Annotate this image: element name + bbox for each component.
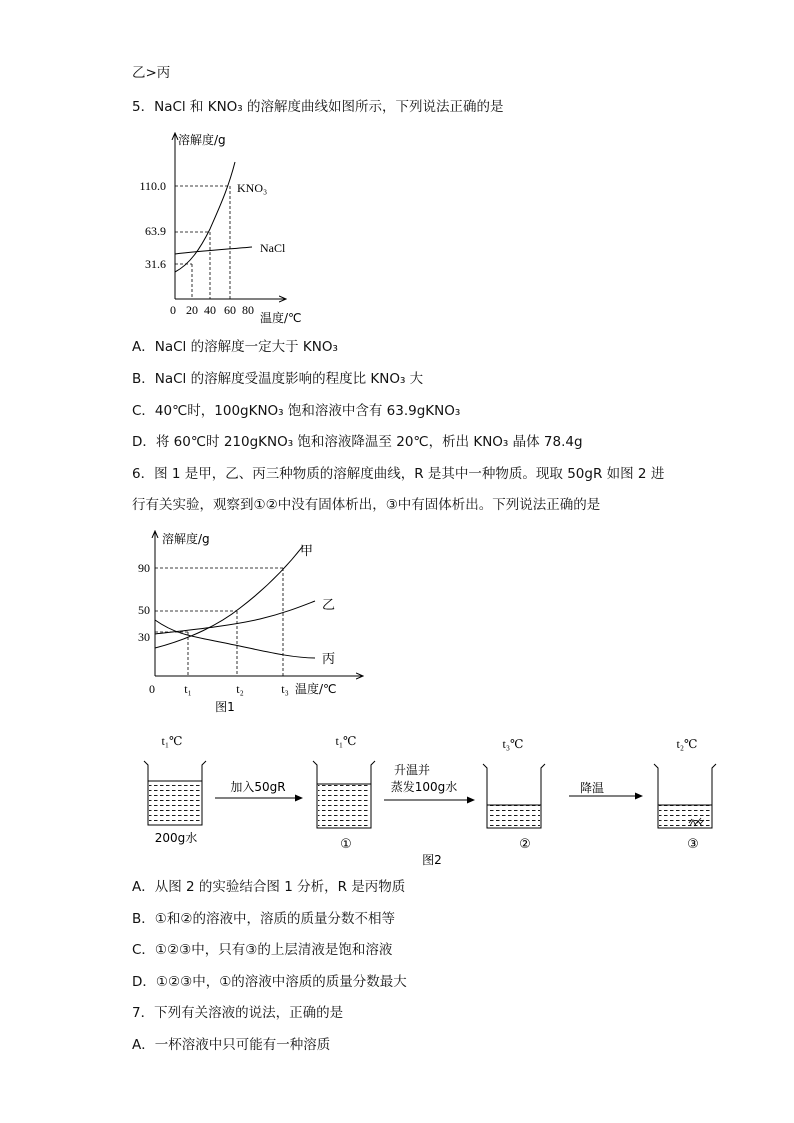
xtick: t₂ xyxy=(236,682,244,696)
curve-yi xyxy=(155,601,315,634)
ytick: 30 xyxy=(138,630,150,644)
beaker0-temp: t₁℃ xyxy=(161,734,183,748)
q5-solubility-chart xyxy=(130,124,330,328)
q6-option-a: A．从图 2 的实验结合图 1 分析，R 是丙物质 xyxy=(132,879,406,895)
q5-ylabel: 溶解度/g xyxy=(178,133,226,147)
q5-option-b: B．NaCl 的溶解度受温度影响的程度比 KNO₃ 大 xyxy=(132,371,424,387)
step2-label-line1: 升温并 xyxy=(393,763,431,777)
ytick: 50 xyxy=(138,603,150,617)
ytick: 110.0 xyxy=(139,179,166,193)
q5-option-d: D．将 60℃时 210gKNO₃ 饱和溶液降温至 20℃，析出 KNO₃ 晶体 78.4g xyxy=(132,434,583,450)
xtick: 80 xyxy=(242,303,254,317)
xtick: 20 xyxy=(186,303,198,317)
curve-bing xyxy=(155,620,315,658)
top-fragment: 乙>丙 xyxy=(132,65,171,81)
beaker3-temp: t₂℃ xyxy=(676,737,698,751)
beaker-0 xyxy=(144,761,206,825)
beaker-3 xyxy=(654,764,716,828)
q5-option-c: C．40℃时，100gKNO₃ 饱和溶液中含有 63.9gKNO₃ xyxy=(132,403,461,419)
kno3-curve xyxy=(175,162,235,272)
ytick: 63.9 xyxy=(145,224,166,238)
q6-option-b: B．①和②的溶液中，溶质的质量分数不相等 xyxy=(132,911,395,927)
beaker1-temp: t₁℃ xyxy=(335,734,357,748)
xtick: 60 xyxy=(224,303,236,317)
series-label-kno3: KNO₃ xyxy=(237,181,268,195)
q6-stem-line1: 6．图 1 是甲，乙、丙三种物质的溶解度曲线，R 是其中一种物质。现取 50gR 如图 2 进 xyxy=(132,466,665,482)
step2-label-line2: 蒸发100g水 xyxy=(390,780,458,794)
step3-label: 降温 xyxy=(579,781,605,795)
beaker-1 xyxy=(313,761,375,828)
fig1-ylabel: 溶解度/g xyxy=(162,532,210,546)
q5-stem: 5．NaCl 和 KNO₃ 的溶解度曲线如图所示，下列说法正确的是 xyxy=(132,99,504,115)
q6-fig2-diagram xyxy=(130,728,740,870)
q7-stem: 7．下列有关溶液的说法，正确的是 xyxy=(132,1005,344,1021)
ytick: 90 xyxy=(138,561,150,575)
q6-stem-line2: 行有关实验，观察到①②中没有固体析出，③中有固体析出。下列说法正确的是 xyxy=(132,497,601,513)
fig1-caption: 图1 xyxy=(215,700,235,714)
fig2-caption: 图2 xyxy=(422,853,442,867)
q6-fig1-chart xyxy=(130,524,370,720)
q7-option-a: A．一杯溶液中只可能有一种溶质 xyxy=(132,1037,331,1053)
q5-option-a: A．NaCl 的溶解度一定大于 KNO₃ xyxy=(132,339,338,355)
series-label-nacl: NaCl xyxy=(260,241,286,255)
beaker-2 xyxy=(483,764,545,828)
xtick: t₃ xyxy=(281,682,289,696)
beaker2-temp: t₃℃ xyxy=(502,737,524,751)
ytick: 31.6 xyxy=(145,257,166,271)
fig1-xlabel: 温度/℃ xyxy=(295,682,337,696)
xtick: 40 xyxy=(204,303,216,317)
series-label-yi: 乙 xyxy=(322,598,336,613)
origin-label: 0 xyxy=(149,682,155,696)
beaker0-label: 200g水 xyxy=(154,831,198,845)
xtick: t₁ xyxy=(184,682,192,696)
mark-3: ③ xyxy=(687,837,699,852)
nacl-curve xyxy=(175,247,252,254)
curve-jia xyxy=(155,546,303,648)
mark-1: ① xyxy=(340,837,352,852)
mark-2: ② xyxy=(519,837,531,852)
series-label-bing: 丙 xyxy=(322,652,336,667)
series-label-jia: 甲 xyxy=(300,544,314,559)
step1-label: 加入50gR xyxy=(230,780,286,794)
q6-option-d: D．①②③中，①的溶液中溶质的质量分数最大 xyxy=(132,974,407,990)
xtick: 0 xyxy=(170,303,176,317)
q6-option-c: C．①②③中，只有③的上层清液是饱和溶液 xyxy=(132,942,393,958)
q5-xlabel: 温度/℃ xyxy=(260,311,302,325)
